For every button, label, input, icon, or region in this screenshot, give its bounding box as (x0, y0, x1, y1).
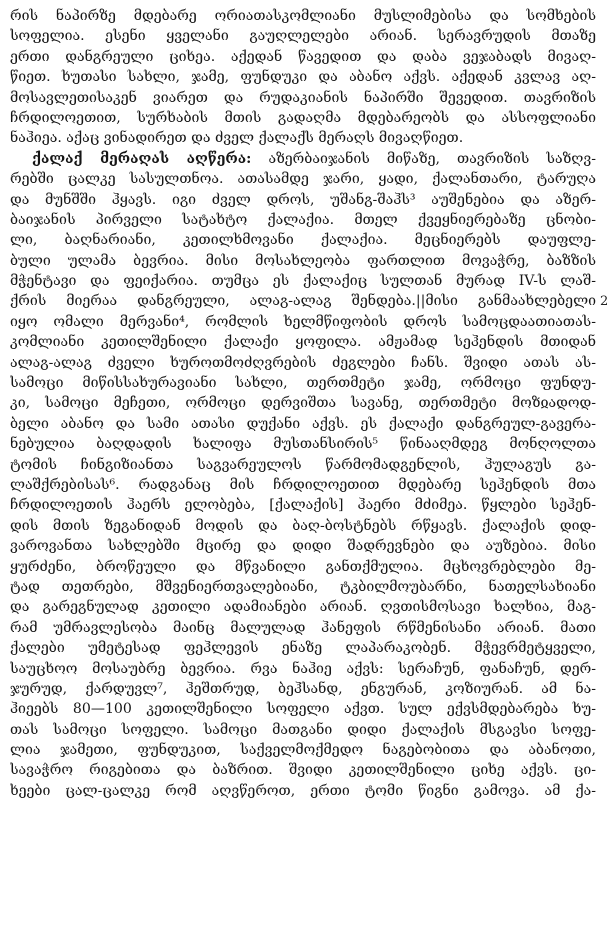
text-line (10, 781, 596, 801)
text-line (10, 251, 596, 271)
text-line (10, 128, 596, 148)
text-line (10, 638, 596, 658)
line-text: წიეთ. ხუთასი სახლი, ჯამე, ფუნდუკი და აბანო აქვს. აქედან კვლავ აღ- (10, 69, 596, 86)
text-line (10, 67, 596, 87)
text-line (10, 679, 596, 699)
line-text: ნებულია ბაღდადის ხალიფა მუსთანსირის⁵ წინააღმდეგ მონღოლთა (10, 436, 596, 453)
line-text: და მუნშში ჰყავს. იგი ძველ დროს, უშანგ-შაჰს³ აუშენებია და აზერ- (10, 191, 596, 208)
text-line (10, 740, 596, 760)
text-line (10, 597, 596, 617)
text-line (10, 659, 596, 679)
line-text: ქალები უმეტესად ფეჰლევის ენაზე ლაპარაკობენ. მჭევრმეტყველი, (10, 640, 596, 657)
line-text: ქრის მიერაა დანგრეული, ალაგ-ალაგ შენდება.||მისი განმაახლებელი (10, 293, 596, 310)
text-line (10, 47, 596, 67)
text-line (10, 536, 596, 556)
text-line (10, 149, 596, 169)
text-line (10, 760, 596, 780)
line-text: ნაჰიეა. აქაც ვინადირეთ და ძველ ქალაქს მერაღს მივაღწიეთ. (10, 130, 464, 147)
text-line (10, 332, 596, 352)
text-line (10, 516, 596, 536)
text-line (10, 108, 596, 128)
text-line (10, 557, 596, 577)
text-line (10, 169, 596, 189)
text-line (10, 230, 596, 250)
line-text: ერთი დანგრეული ციხეა. აქედან წავედით და დაბა ვეჯაბადს მივაღ- (10, 48, 596, 65)
line-text: იყო ომალი მერვანი⁴, რომლის ხელმწიფობის დროს სამოცდაათიათას- (10, 313, 596, 330)
line-text: ალაგ-ალაგ ძველი ხუროთმოძღვრების ძეგლები ჩანს. შვიდი ათას ას- (10, 354, 596, 371)
text-line (10, 6, 596, 26)
text-line (10, 88, 596, 108)
line-text: აზერბაიჯანის მიწაზე, თავრიზის საზღვ- (251, 150, 596, 167)
text-line (10, 353, 596, 373)
line-text: ვაროვანთა სახლებში მცირე და დიდი შადრევნები და აუზებია. მისი (10, 538, 596, 555)
text-line (10, 291, 596, 311)
line-text: ყურძენი, ბროწეული და მწვანილი განთქმულია. მცხოვრებლები მე- (10, 558, 596, 575)
text-line (10, 455, 596, 475)
line-text: სავაჭრო რიგებითა და ბაზრით. შვიდი კეთილშენილი ციხე აქვს. ცი- (10, 762, 596, 779)
line-text: ტომის ჩინგიზიანთა საგვარეულოს წარმომადგენლის, ჰულაგუს გა- (10, 456, 596, 473)
line-text: ჩრდილოეთის ჰაერს ელობება, [ქალაქის] ჰაერი მძიმეა. წყლები სეჰენ- (10, 497, 596, 514)
text-line (10, 720, 596, 740)
line-text: და გარეგნულად კეთილი ადამიანები არიან. ღვთისმოსავი ხალხია, მაგ- (10, 599, 596, 616)
line-text: კი, სამოცი მეჩეთი, ორმოცი დერვიშთა სავანე, თერთმეტი მოზჲადოდ- (10, 395, 596, 412)
line-text: ჰიეებს 80—100 კეთილშენილი სოფელი აქვთ. სულ ექვსმდებარება ხუ- (10, 701, 596, 718)
line-text: ტად თეთრები, მშვენიერთვალებიანი, ტკბილმოუბარნი, ნათელსახიანი (10, 578, 596, 595)
text-line (10, 373, 596, 393)
text-line (10, 699, 596, 719)
text-line (10, 577, 596, 597)
margin-page-number: 2 (600, 293, 609, 309)
text-line (10, 618, 596, 638)
text-line (10, 210, 596, 230)
text-line (10, 414, 596, 434)
line-text: კომლიანი კეთილშენილი ქალაქი ყოფილა. ამჟამად სეჰენდის მთიდან (10, 334, 596, 351)
document-page (10, 6, 596, 801)
section-heading: ქალაქ მერაღას აღწერა: (32, 150, 252, 167)
text-line (10, 26, 596, 46)
line-text: ხეები ცალ-ცალკე რომ აღვწეროთ, ერთი ტომი წიგნი გამოვა. ამ ქა- (10, 782, 596, 799)
line-text: ჯურუდ, ქარდუვლ⁷, ჰეშთრუდ, ბეჰსანდ, ენგურან, კოზიურან. ამ ნა- (10, 680, 596, 697)
line-text: დის მთის ზეგანიდან მოდის და ბაღ-ბოსტნებს რწყავს. ქალაქის დიდ- (10, 517, 596, 534)
line-text: ლია ჯამეთი, ფუნდუკით, საქველმოქმედო ნაგებობითა და აბანოთი, (10, 742, 596, 759)
line-text: ბული ულამა ბევრია. მისი მოსახლეობა ფართლით მოვაჭრე, ბაზზის (10, 252, 596, 269)
line-text: სამოცი მიწისსახურავიანი სახლი, თერთმეტი ჯამე, ორმოცი ფუნდუ- (10, 375, 596, 392)
text-line (10, 271, 596, 291)
line-text: ლი, ბაღნარიანი, კეთილხმოვანი ქალაქია. მეცნიერებს დაუფლე- (10, 232, 596, 249)
text-line (10, 495, 596, 515)
text-line (10, 312, 596, 332)
line-text: საუცხოო მოსაუბრე ბევრია. რვა ნაჰიე აქვს: სერაჩუნ, ფანაჩუნ, დერ- (10, 660, 596, 677)
text-line (10, 434, 596, 454)
line-text: რამ უმრავლესობა მაინც მალულად ჰანეფის რწმენისანი არიან. მათი (10, 619, 596, 636)
text-line (10, 393, 596, 413)
line-text: ბელი აბანო და სამი ათასი დუქანი აქვს. ეს ქალაქი დანგრეულ-გავერა- (10, 415, 596, 432)
text-line (10, 190, 596, 210)
line-text: თას სამოცი სოფელი. სამოცი მათგანი დიდი ქალაქის მსგავსი სოფე- (10, 721, 596, 738)
line-text: ბაიჯანის პირველი სატახტო ქალაქია. მთელ ქვეყნიერებაზე ცნობი- (10, 211, 596, 228)
line-text: რებში ცალკე სასულთნოა. ათასამდე ჯარი, ყადი, ქალანთარი, ტარუღა (10, 171, 596, 188)
line-text: სოფელია. ესენი ყველანი გაუღლელები არიან. სერავრუდის მთაზე (10, 28, 596, 45)
line-text: მჭენტავი და ფეიქარია. თუმცა ეს ქალაქიც სულთან მურად IV-ს ლაშ- (10, 273, 596, 290)
line-text: მოსავლეთისაკენ ვიარეთ და რუდაკიანის ნაპირში შევედით. თავრიზის (10, 89, 596, 106)
line-text: ჩრდილოეთით, სურხაბის მთის გადაღმა მდებარეობს და ასსოფლიანი (10, 109, 596, 126)
line-text: ლაშქრებისას⁶. რადგანაც მის ჩრდილოეთით მდებარე სეჰენდის მთა (10, 476, 596, 493)
line-text: რის ნაპირზე მდებარე ორიათასკომლიანი მუსლიმებისა და სომხების (10, 8, 596, 24)
text-line (10, 475, 596, 495)
